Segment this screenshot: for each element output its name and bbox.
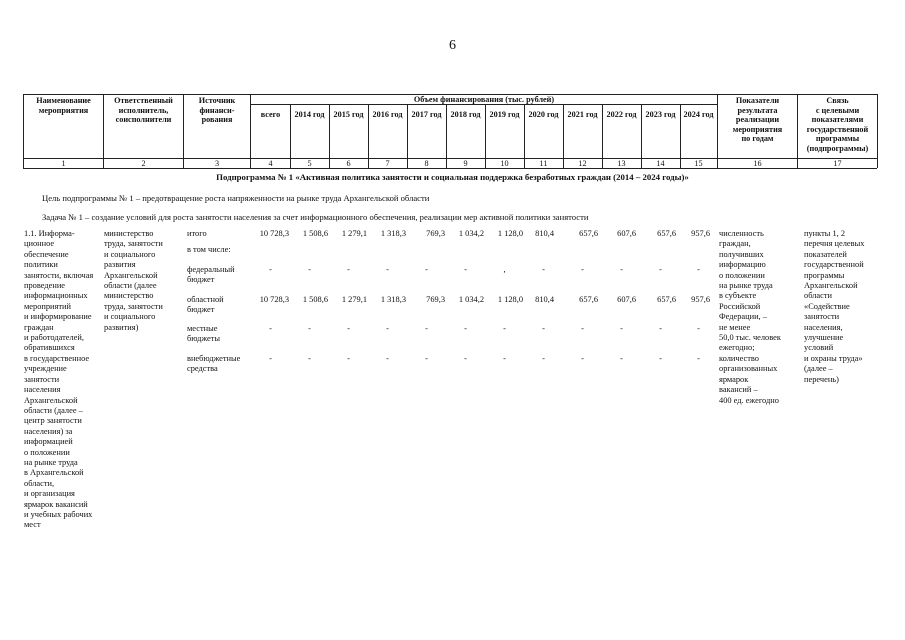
value-cell: - <box>697 354 700 363</box>
header-year-2021: 2021 год <box>567 110 598 119</box>
header-year-2022: 2022 год <box>606 110 637 119</box>
subprogram-task: Задача № 1 – создание условий для роста занятости населения за счет информационного обеспечения, реализации мер активной политики занятости <box>42 212 589 222</box>
value-cell: - <box>386 354 389 363</box>
value-cell: - <box>464 265 467 274</box>
grid-line <box>877 94 878 168</box>
column-number: 12 <box>578 159 587 168</box>
value-cell: 657,6 <box>579 295 598 304</box>
value-cell: - <box>503 354 506 363</box>
value-cell: - <box>697 324 700 333</box>
value-cell: - <box>308 265 311 274</box>
column-number: 3 <box>214 159 220 168</box>
column-number: 7 <box>385 159 390 168</box>
source-label-including: в том числе: <box>187 245 231 254</box>
column-number: 14 <box>656 159 665 168</box>
column-number: 13 <box>617 159 626 168</box>
value-cell: 1 279,1 <box>341 229 367 238</box>
value-cell: - <box>581 354 584 363</box>
header-result-indicators: Показатели результата реализации мероприятия по годам <box>732 96 783 144</box>
column-number: 1 <box>61 159 66 168</box>
column-number: 6 <box>346 159 351 168</box>
value-cell: - <box>269 354 272 363</box>
column-number: 4 <box>268 159 273 168</box>
value-cell: - <box>425 265 428 274</box>
value-cell: - <box>386 265 389 274</box>
value-cell: 1 318,3 <box>380 295 406 304</box>
header-year-total: всего <box>260 110 281 119</box>
value-cell: - <box>464 354 467 363</box>
value-cell: - <box>659 265 662 274</box>
value-cell: - <box>308 354 311 363</box>
value-cell: 1 034,2 <box>458 229 484 238</box>
column-number: 5 <box>307 159 312 168</box>
value-cell: - <box>542 354 545 363</box>
measure-executor: министерство труда, занятости и социального развития Архангельской области (далее министерство труда, занятости и социального развития) <box>104 229 163 332</box>
value-cell: 1 318,3 <box>380 229 406 238</box>
value-cell: - <box>542 265 545 274</box>
value-cell: 657,6 <box>657 295 676 304</box>
column-number: 11 <box>539 159 548 168</box>
value-cell: - <box>269 265 272 274</box>
subprogram-title: Подпрограмма № 1 «Активная политика занятости и социальная поддержка безработных граждан (2014 – 2024 годы)» <box>216 172 689 182</box>
source-label-federal: федеральный бюджет <box>187 265 235 285</box>
value-cell: 957,6 <box>691 229 710 238</box>
column-number: 15 <box>694 159 703 168</box>
value-cell: 10 728,3 <box>259 229 289 238</box>
header-year-2017: 2017 год <box>411 110 442 119</box>
subprogram-goal: Цель подпрограммы № 1 – предотвращение роста напряженности на рынке труда Архангельской области <box>42 193 430 203</box>
result-indicators: численность граждан, получивших информацию о положении на рынке труда в субъекте Российской Федерации, – не менее 50,0 тыс. человек ежегодно; количество организованных ярмарок вакансий – 400 ед. ежегодно <box>719 229 781 405</box>
source-label-extrabudget: внебюджетные средства <box>187 354 241 374</box>
header-year-2016: 2016 год <box>372 110 403 119</box>
header-year-2015: 2015 год <box>333 110 364 119</box>
source-label-regional: областной бюджет <box>187 295 224 315</box>
source-label-local: местные бюджеты <box>187 324 221 344</box>
value-cell: , <box>503 265 506 274</box>
grid-line <box>250 94 251 168</box>
value-cell: - <box>464 324 467 333</box>
header-year-2024: 2024 год <box>683 110 714 119</box>
value-cell: 769,3 <box>426 295 445 304</box>
value-cell: - <box>581 324 584 333</box>
value-cell: 810,4 <box>535 295 554 304</box>
header-target-link: Связь с целевыми показателями государственной программы (подпрограммы) <box>806 96 869 153</box>
header-year-2014: 2014 год <box>294 110 325 119</box>
value-cell: 1 508,6 <box>302 295 328 304</box>
value-cell: 957,6 <box>691 295 710 304</box>
value-cell: 1 128,0 <box>497 229 523 238</box>
column-number: 16 <box>753 159 762 168</box>
value-cell: - <box>503 324 506 333</box>
value-cell: - <box>659 324 662 333</box>
value-cell: 810,4 <box>535 229 554 238</box>
value-cell: - <box>659 354 662 363</box>
value-cell: - <box>697 265 700 274</box>
column-number: 9 <box>463 159 468 168</box>
header-year-2023: 2023 год <box>645 110 676 119</box>
value-cell: 657,6 <box>657 229 676 238</box>
value-cell: - <box>347 324 350 333</box>
column-number: 8 <box>424 159 429 168</box>
page-number: 6 <box>449 38 456 53</box>
value-cell: - <box>620 265 623 274</box>
value-cell: 1 279,1 <box>341 295 367 304</box>
value-cell: 1 508,6 <box>302 229 328 238</box>
value-cell: - <box>386 324 389 333</box>
header-year-2020: 2020 год <box>528 110 559 119</box>
value-cell: 1 034,2 <box>458 295 484 304</box>
value-cell: - <box>347 265 350 274</box>
value-cell: 10 728,3 <box>259 295 289 304</box>
source-label-total: итого <box>187 229 207 238</box>
value-cell: - <box>269 324 272 333</box>
header-executor: Ответственный исполнитель, соисполнители <box>114 96 173 125</box>
value-cell: - <box>620 324 623 333</box>
header-measure-name: Наименование мероприятия <box>36 96 91 115</box>
value-cell: 607,6 <box>617 295 636 304</box>
value-cell: - <box>620 354 623 363</box>
measure-name: 1.1. Информа- ционное обеспечение политики занятости, включая проведение информационных мероприятий и информирование граждан и работодателей, обратившихся в государственное учреждение занятости населения Архангельской области (далее – центр занятости населения) за информацией о положении на рынке труда в Архангельской области, и организация ярмарок вакансий и учебных рабочих мест <box>24 229 94 530</box>
value-cell: - <box>542 324 545 333</box>
value-cell: - <box>347 354 350 363</box>
value-cell: - <box>425 354 428 363</box>
header-funding-volume: Объем финансирования (тыс. рублей) <box>413 95 555 104</box>
column-number: 10 <box>500 159 509 168</box>
value-cell: 607,6 <box>617 229 636 238</box>
value-cell: 657,6 <box>579 229 598 238</box>
target-link: пункты 1, 2 перечня целевых показателей государственной программы Архангельской области «Содействие занятости населения, улучшение условий и охраны труда» (далее – перечень) <box>804 229 865 384</box>
column-number: 17 <box>833 159 842 168</box>
header-year-2019: 2019 год <box>489 110 520 119</box>
header-funding-source: Источник финанси- рования <box>198 96 236 125</box>
value-cell: - <box>308 324 311 333</box>
value-cell: - <box>425 324 428 333</box>
value-cell: - <box>581 265 584 274</box>
header-year-2018: 2018 год <box>450 110 481 119</box>
column-number: 2 <box>141 159 146 168</box>
value-cell: 769,3 <box>426 229 445 238</box>
value-cell: 1 128,0 <box>497 295 523 304</box>
